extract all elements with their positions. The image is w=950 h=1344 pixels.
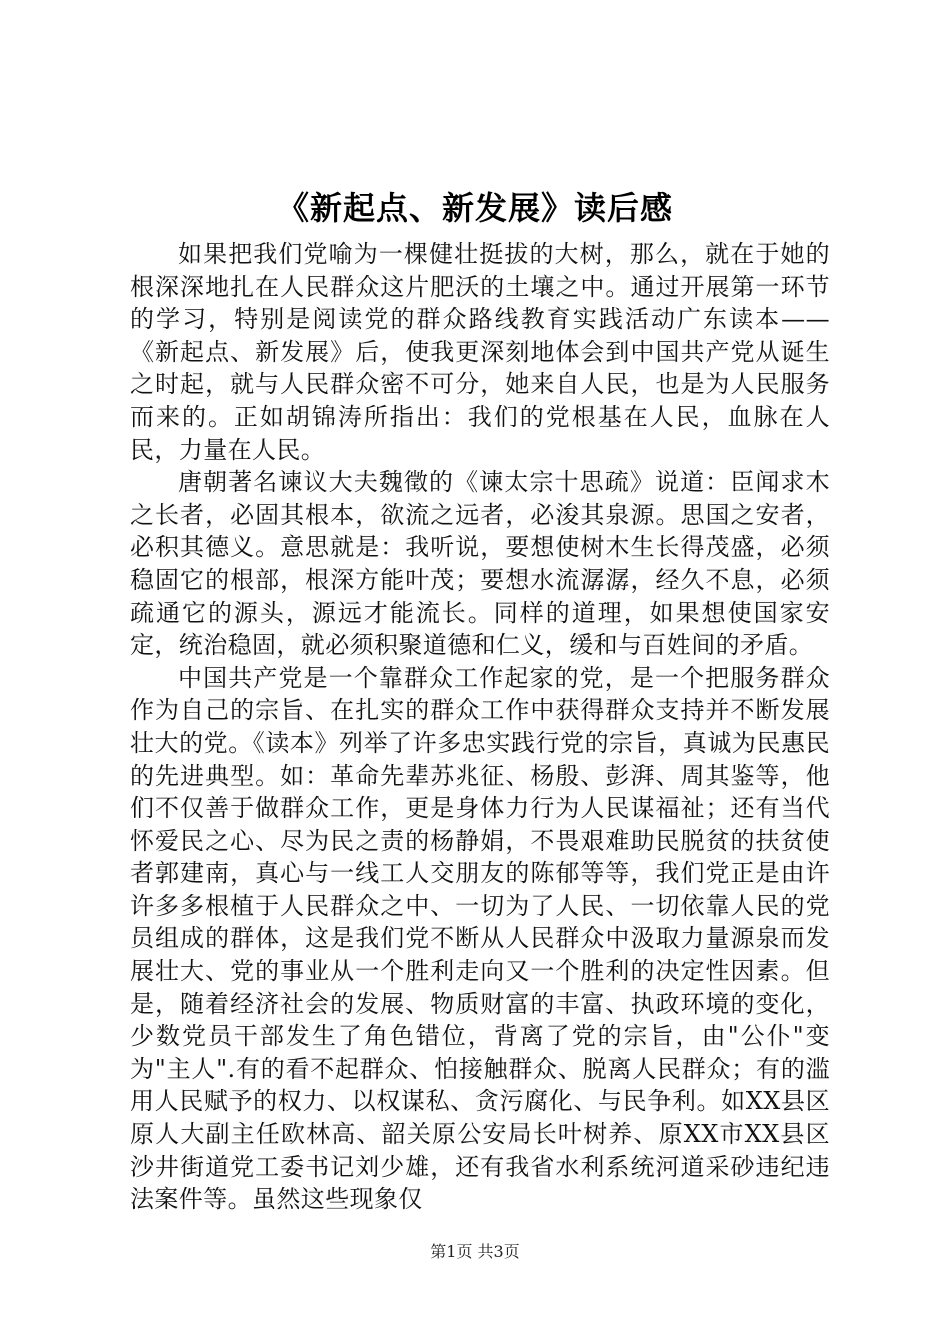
page-footer: 第1页 共3页 bbox=[430, 1242, 520, 1261]
document-body bbox=[130, 238, 830, 1216]
paragraph-3: 中国共产党是一个靠群众工作起家的党，是一个把服务群众作为自己的宗旨、在扎实的群众工作中获得群众支持并不断发展壮大的党。《读本》列举了许多忠实践行党的宗旨，真诚为民惠民的先进典型。如：革命先辈苏兆征、杨殷、彭湃、周其鉴等，他们不仅善于做群众工作，更是身体力行为人民谋福祉；还有当代怀爱民之心、尽为民之责的杨静娟，不畏艰难助民脱贫的扶贫使者郭建南，真心与一线工人交朋友的陈郁等等，我们党正是由许许多多根植于人民群众之中、一切为了人民、一切依靠人民的党员组成的群体，这是我们党不断从人民群众中汲取力量源泉而发展壮大、党的事业从一个胜利走向又一个胜利的决定性因素。但是，随着经济社会的发展、物质财富的丰富、执政环境的变化，少数党员干部发生了角色错位，背离了党的宗旨，由"公仆"变为"主人".有的看不起群众、怕接触群众、脱离人民群众；有的滥用人民赋予的权力、以权谋私、贪污腐化、与民争利。如XX县区原人大副主任欧林高、韶关原公安局长叶树养、原XX市XX县区沙井街道党工委书记刘少雄，还有我省水利系统河道采砂违纪违法案件等。虽然这些现象仅 bbox=[130, 663, 830, 1214]
paragraph-2: 唐朝著名谏议大夫魏徵的《谏太宗十思疏》说道：臣闻求木之长者，必固其根本，欲流之远者，必浚其泉源。思国之安者，必积其德义。意思就是：我听说，要想使树木生长得茂盛，必须稳固它的根部，根深方能叶茂；要想水流潺潺，经久不息，必须疏通它的源头，源远才能流长。同样的道理，如果想使国家安定，统治稳固，就必须积聚道德和仁义，缓和与百姓间的矛盾。 bbox=[130, 468, 830, 660]
paragraph-1: 如果把我们党喻为一棵健壮挺拔的大树，那么，就在于她的根深深地扎在人民群众这片肥沃的土壤之中。通过开展第一环节的学习，特别是阅读党的群众路线教育实践活动广东读本——《新起点、新发展》后，使我更深刻地体会到中国共产党从诞生之时起，就与人民群众密不可分，她来自人民，也是为人民服务而来的。正如胡锦涛所指出：我们的党根基在人民，血脉在人民，力量在人民。 bbox=[130, 240, 830, 464]
document-title: 《新起点、新发展》读后感 bbox=[276, 189, 673, 227]
